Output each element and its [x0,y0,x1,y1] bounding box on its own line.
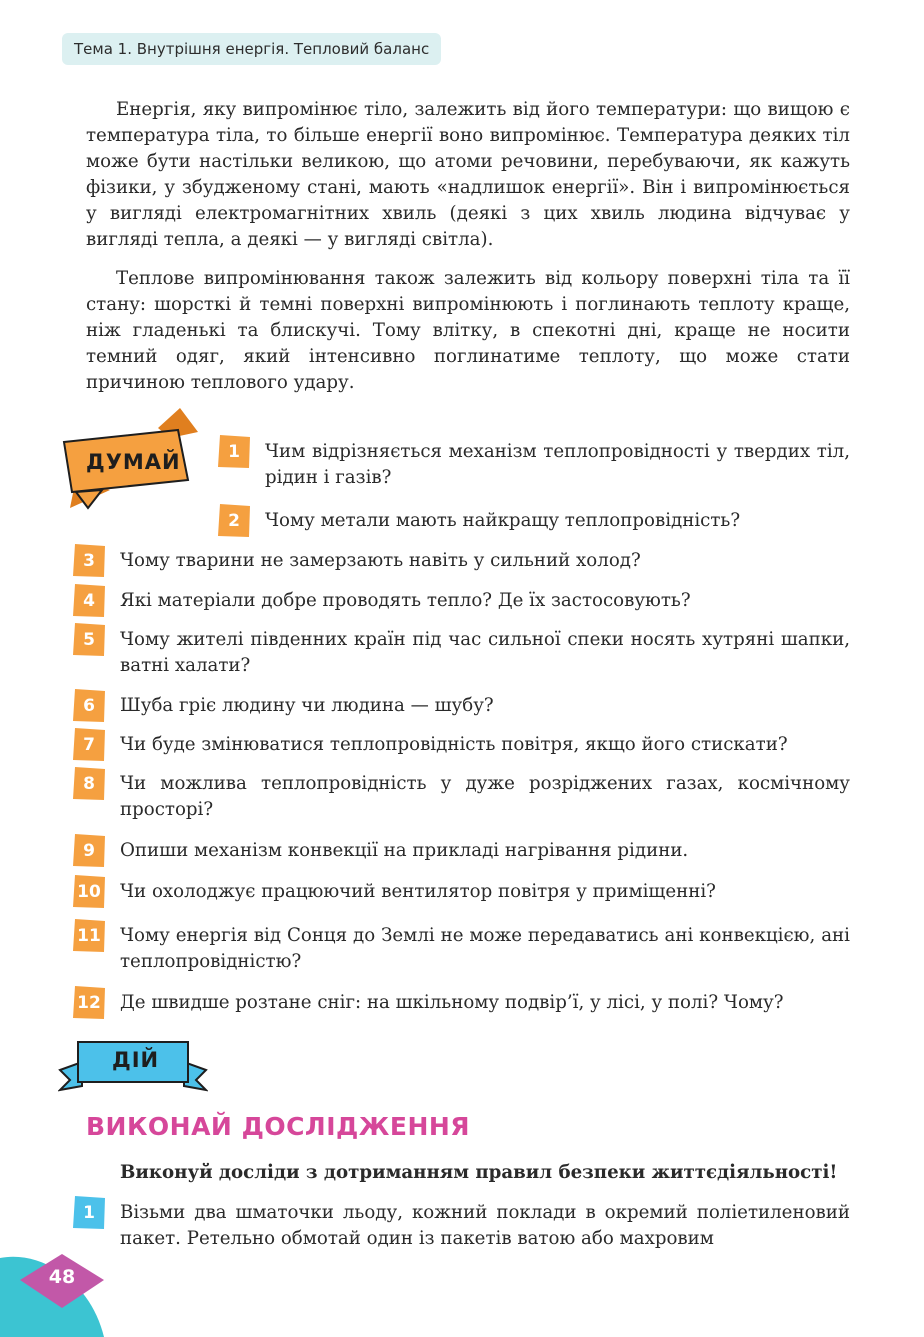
question-text: Шуба гріє людину чи людина — шубу? [120,695,494,716]
question-number-badge: 9 [71,833,107,869]
question-text: Чому енергія від Сонця до Землі не може передаватись ані конвекцією, ані теплопровідністю? [120,925,850,972]
question-number-badge: 6 [71,688,107,724]
act-banner-label: ДІЙ [112,1048,160,1072]
section-title: ВИКОНАЙ ДОСЛІДЖЕННЯ [86,1112,471,1141]
question-number-badge: 5 [71,622,107,658]
question-text: Чому тварини не замерзають навіть у сильний холод? [120,550,641,571]
question-text: Опиши механізм конвекції на прикладі нагрівання рідини. [120,840,689,861]
question-number-badge: 2 [216,503,252,539]
question-number-badge: 11 [71,918,107,954]
question-number-badge: 1 [216,434,252,470]
topic-header: Тема 1. Внутрішня енергія. Тепловий баланс [62,33,441,65]
question-text: Де швидше розтане сніг: на шкільному подвір’ї, у лісі, у полі? Чому? [120,992,784,1013]
question-text: Які матеріали добре проводять тепло? Де їх застосовують? [120,590,691,611]
question-text: Чому метали мають найкращу теплопровідність? [265,510,741,531]
step-text: Візьми два шматочки льоду, кожний поклади в окремий поліетиленовий пакет. Ретельно обмотай один із пакетів ватою або махровим [120,1202,850,1249]
safety-note: Виконуй досліди з дотриманням правил безпеки життєдіяльності! [120,1162,838,1183]
question-number-badge: 7 [71,727,107,763]
question-text: Чим відрізняється механізм теплопровідності у твердих тіл, рідин і газів? [265,441,850,488]
question-text: Чому жителі південних країн під час сильної спеки носять хутряні шапки, ватні халати? [120,629,850,676]
question-number-badge: 8 [71,766,107,802]
question-number-badge: 4 [71,583,107,619]
act-banner [58,1036,208,1094]
page-number: 48 [48,1266,76,1288]
question-number-badge: 3 [71,543,107,579]
paragraph-2: Теплове випромінювання також залежить від кольору поверхні тіла та її стану: шорсткі й темні поверхні випромінюють і поглинають теплоту краще, ніж гладенькі та блискучі. Тому влітку, в спекотні дні, краще не носити темний одяг, який інтенсивно поглинатиме теплоту, що може стати причиною теплового удару. [86,268,850,393]
question-text: Чи буде змінюватися теплопровідність повітря, якщо його стискати? [120,734,788,755]
question-text: Чи охолоджує працюючий вентилятор повітря у приміщенні? [120,881,716,902]
step-number-badge: 1 [71,1195,107,1231]
think-banner [58,408,204,514]
question-number-badge: 12 [71,985,107,1021]
think-banner-label: ДУМАЙ [86,450,181,474]
question-number-badge: 10 [71,874,107,910]
question-text: Чи можлива теплопровідність у дуже розріджених газах, космічному просторі? [120,773,850,820]
paragraph-1: Енергія, яку випромінює тіло, залежить від його температури: що вищою є температура тіла, то більше енергії воно випромінює. Температура деяких тіл може бути настільки великою, що атоми речовини, перебуваючи, як кажуть фізики, у збудженому стані, мають «надлишок енергії». Він і випромінюється у вигляді електромагнітних хвиль (деякі з цих хвиль людина відчуває у вигляді тепла, а деякі — у вигляді світла). [86,99,850,250]
corner-decoration [0,1240,110,1337]
